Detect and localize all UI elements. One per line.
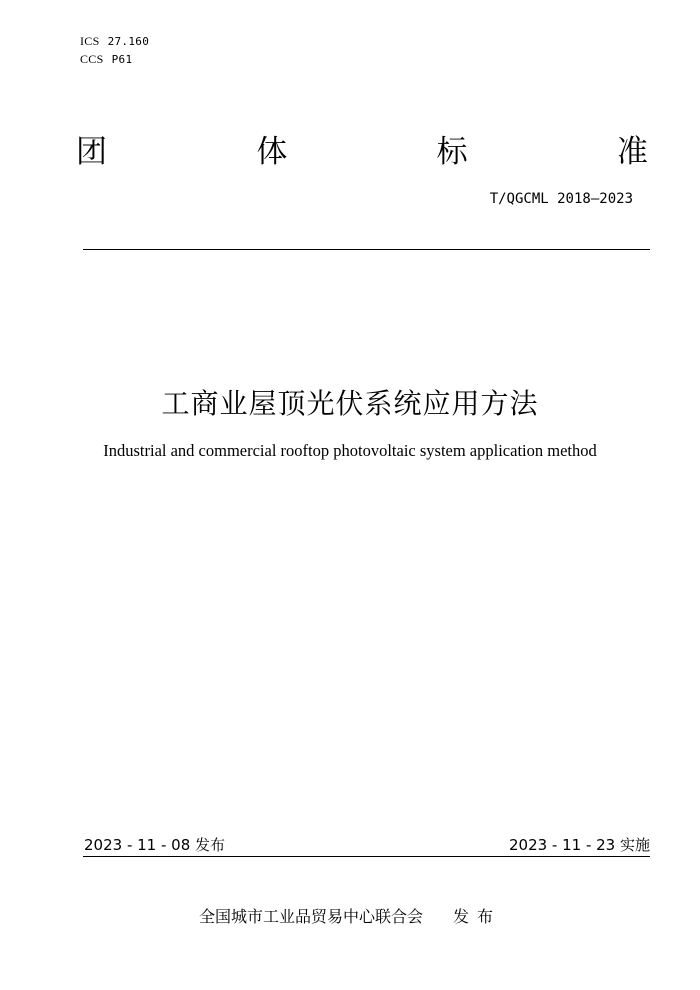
title-english: Industrial and commercial rooftop photovoltaic system application method	[103, 441, 597, 460]
footer-divider	[83, 856, 650, 857]
header-divider	[83, 249, 650, 250]
ccs-code	[80, 52, 132, 67]
ics-code	[80, 34, 149, 49]
ics-value: 27.160	[107, 35, 150, 48]
publish-date: 2023 - 11 - 08 发布	[84, 836, 226, 854]
effective-date: 2023 - 11 - 23 实施	[508, 836, 650, 854]
standard-type-char: 团	[76, 134, 107, 170]
ccs-value: P61	[111, 53, 133, 66]
standard-type-char: 标	[436, 134, 468, 170]
standard-type-char: 体	[256, 134, 288, 170]
standard-type-heading	[76, 132, 648, 172]
title-chinese: 工商业屋顶光伏系统应用方法	[161, 387, 539, 420]
standard-type-char: 准	[616, 134, 648, 170]
issuer-action: 发布	[453, 907, 502, 926]
ccs-label: CCS	[80, 52, 104, 66]
standard-number: T/QGCML 2018—2023	[489, 191, 633, 207]
issuer-line	[0, 904, 700, 927]
issuer-name: 全国城市工业品贸易中心联合会	[198, 907, 423, 926]
ics-label: ICS	[80, 34, 100, 48]
